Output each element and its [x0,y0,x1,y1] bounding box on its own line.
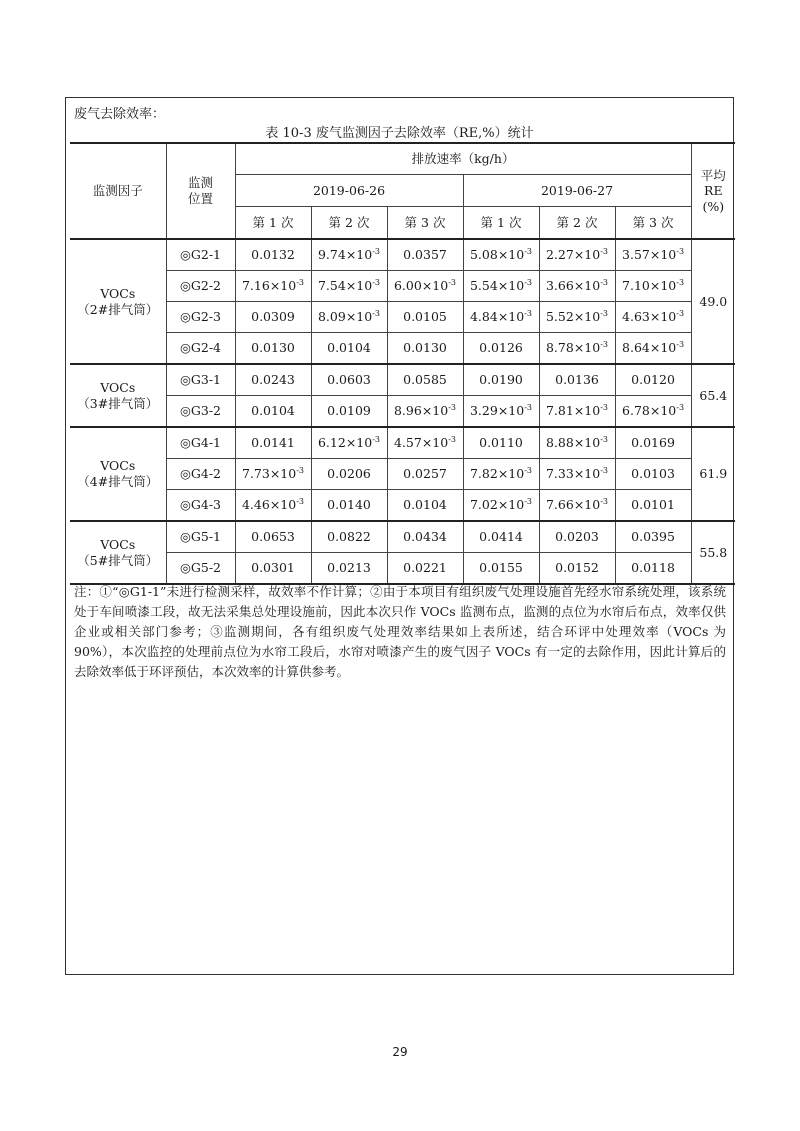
header-date-2: 2019-06-27 [463,175,691,207]
rate-exponent: -3 [600,309,608,319]
header-factor: 监测因子 [70,143,166,239]
rate-exponent: -3 [676,403,685,413]
rate-value-cell [387,333,463,365]
header-row-1 [70,143,735,175]
rate-value: 0.0395 [631,529,675,545]
rate-value: 0.0206 [327,466,371,482]
rate-value-cell [615,459,691,490]
rate-value: 8.78×10 [545,340,601,356]
rate-value-cell [311,459,387,490]
rate-value-cell [463,427,539,459]
table-row [70,271,735,302]
rate-value-cell [387,302,463,333]
factor-cell [70,427,166,521]
table-row [70,553,735,585]
rate-value: 0.0585 [403,372,447,388]
rate-value: 0.0603 [327,372,371,388]
rate-value-cell [387,521,463,553]
rate-value-cell [387,271,463,302]
avg-re-cell: 61.9 [691,427,735,521]
rate-value-cell [539,271,615,302]
rate-value-cell [539,553,615,585]
rate-value-cell [539,302,615,333]
rate-value-cell [387,553,463,585]
table-row [70,239,735,271]
rate-value: 7.16×10 [241,278,297,294]
rate-value-cell [615,364,691,396]
rate-value: 0.0434 [403,529,447,545]
rate-value-cell [463,302,539,333]
rate-value: 0.0130 [403,340,447,356]
header-run: 第 3 次 [615,207,691,240]
rate-value: 6.78×10 [622,403,677,419]
table-caption: 表 10-3 废气监测因子去除效率（RE,%）统计 [265,126,534,141]
rate-value-cell [387,427,463,459]
rate-value-cell [539,459,615,490]
header-location-line2: 位置 [187,191,213,206]
rate-value-cell [235,271,311,302]
rate-value-cell [539,521,615,553]
rate-value-cell [539,490,615,522]
rate-value: 0.0118 [631,560,675,576]
rate-value: 7.33×10 [545,466,601,482]
header-run: 第 1 次 [463,207,539,240]
rate-value-cell [235,364,311,396]
rate-value-cell [463,271,539,302]
rate-value-cell [235,490,311,522]
page-number: 29 [392,1045,408,1059]
rate-value: 0.0257 [403,466,447,482]
location-cell: ◎G2-1 [166,239,235,271]
rate-value-cell [311,521,387,553]
header-date-1: 2019-06-26 [235,175,463,207]
factor-cell [70,364,166,427]
rate-value: 7.10×10 [622,278,677,294]
header-avg-re [691,143,735,239]
rate-value-cell [615,427,691,459]
rate-exponent: -3 [372,309,380,319]
rate-value-cell [311,553,387,585]
rate-value-cell [235,333,311,365]
stack-name: （4#排气筒） [77,474,159,489]
rate-value: 5.08×10 [469,247,525,263]
factor-cell [70,521,166,584]
rate-value-cell [235,302,311,333]
rate-value-cell [615,553,691,585]
rate-value: 7.02×10 [469,497,525,513]
location-cell: ◎G4-3 [166,490,235,522]
rate-value: 6.12×10 [317,435,373,451]
rate-value-cell [311,364,387,396]
rate-value: 0.0136 [555,372,599,388]
rate-exponent: -3 [524,247,532,257]
rate-value-cell [539,396,615,428]
rate-value-cell [539,364,615,396]
rate-value: 0.0190 [479,372,523,388]
rate-value: 0.0103 [631,466,675,482]
rate-value: 0.0140 [327,497,371,513]
rate-value: 8.88×10 [545,435,601,451]
rate-exponent: -3 [372,278,380,288]
rate-value-cell [463,553,539,585]
rate-exponent: -3 [600,403,608,413]
rate-value-cell [387,459,463,490]
rate-value-cell [539,333,615,365]
rate-value: 4.84×10 [469,309,525,325]
factor-name: VOCs [100,536,136,552]
header-avg-line1: 平均 [700,167,726,183]
header-avg-line2: RE [704,183,723,199]
header-location [166,143,235,239]
location-cell: ◎G2-4 [166,333,235,365]
rate-value: 7.82×10 [469,466,525,482]
rate-value: 5.52×10 [545,309,601,325]
rate-value-cell [463,459,539,490]
rate-value: 0.0132 [251,247,295,263]
page-frame [65,97,734,975]
rate-value-cell [615,333,691,365]
rate-exponent: -3 [524,466,532,476]
table-note: 注：①“◎G1-1”未进行检测采样，故效率不作计算；②由于本项目有组织废气处理设施首先经水帘系统处理，该系统处于车间喷漆工段，故无法采集总处理设施前，因此本次只作 VOCs 监测布点，监测的点位为水帘后布点，效率仅供企业或相关部门参考；③监测期间，各有组织废气处理效率结果如上表所述，结合环评中处理效率（VOCs 为 90%），本次监控的处理前点位为水帘工段后，水帘对喷漆产生的废气因子 VOCs 有一定的去除作用，因此计算后的去除效率低于环评预估，本次效率的计算供参考。 [74,584,726,679]
rate-value: 4.46×10 [241,497,297,513]
rate-exponent: -3 [296,466,304,476]
rate-exponent: -3 [676,340,685,350]
rate-exponent: -3 [448,403,456,413]
rate-exponent: -3 [524,278,532,288]
rate-value: 0.0309 [251,309,295,325]
rate-value: 0.0221 [403,560,447,576]
table-body [70,143,735,584]
rate-exponent: -3 [448,435,456,445]
rate-value-cell [539,239,615,271]
rate-value-cell [615,396,691,428]
rate-value: 0.0126 [479,340,523,356]
rate-value-cell [235,427,311,459]
table-row [70,427,735,459]
rate-exponent: -3 [524,309,532,319]
rate-value: 2.27×10 [545,247,601,263]
rate-value: 0.0141 [251,435,295,451]
rate-value: 0.0243 [251,372,295,388]
rate-exponent: -3 [524,403,532,413]
location-cell: ◎G5-2 [166,553,235,585]
rate-value-cell [235,521,311,553]
rate-value: 0.0357 [403,247,447,263]
rate-value: 4.57×10 [393,435,449,451]
table-row [70,333,735,365]
rate-value: 0.0104 [403,497,447,513]
rate-value-cell [235,459,311,490]
header-run: 第 1 次 [235,207,311,240]
rate-value: 8.64×10 [622,340,677,356]
rate-value: 8.96×10 [393,403,449,419]
rate-exponent: -3 [600,497,608,507]
rate-value: 0.0152 [555,560,599,576]
rate-value-cell [235,396,311,428]
header-rate: 排放速率（kg/h） [235,143,691,175]
rate-value-cell [387,364,463,396]
header-run: 第 3 次 [387,207,463,240]
rate-value-cell [463,333,539,365]
rate-value: 0.0101 [631,497,675,513]
stack-name: （5#排气筒） [77,552,159,568]
header-run: 第 2 次 [539,207,615,240]
table-row [70,396,735,428]
rate-exponent: -3 [600,435,608,445]
rate-exponent: -3 [600,466,608,476]
table-row [70,302,735,333]
rate-value: 0.0104 [327,340,371,356]
stack-name: （2#排气筒） [77,301,159,317]
rate-value-cell [311,333,387,365]
rate-value-cell [463,521,539,553]
location-cell: ◎G2-2 [166,271,235,302]
rate-value: 0.0155 [479,560,523,576]
rate-value: 7.81×10 [545,403,601,419]
avg-re-cell: 55.8 [691,521,735,584]
location-cell: ◎G3-1 [166,364,235,396]
rate-value-cell [311,239,387,271]
location-cell: ◎G3-2 [166,396,235,428]
rate-value-cell [463,364,539,396]
rate-value-cell [615,271,691,302]
table-row [70,364,735,396]
rate-exponent: -3 [676,247,685,257]
rate-value-cell [387,239,463,271]
section-intro: 废气去除效率： [74,107,166,122]
rate-exponent: -3 [676,309,685,319]
header-avg-line3: (%) [702,198,725,214]
rate-value-cell [463,490,539,522]
factor-cell [70,239,166,364]
rate-value-cell [311,302,387,333]
location-cell: ◎G4-1 [166,427,235,459]
location-cell: ◎G5-1 [166,521,235,553]
rate-value: 0.0110 [479,435,523,451]
rate-value: 0.0414 [479,529,523,545]
header-run: 第 2 次 [311,207,387,240]
rate-exponent: -3 [676,278,685,288]
rate-value: 4.63×10 [622,309,677,325]
rate-value-cell [615,490,691,522]
rate-value: 0.0822 [327,529,371,545]
rate-value: 0.0130 [251,340,295,356]
rate-value-cell [615,521,691,553]
table-row [70,459,735,490]
rate-value: 9.74×10 [317,247,373,263]
factor-name: VOCs [100,379,136,395]
rate-exponent: -3 [372,435,380,445]
rate-value: 0.0653 [251,529,295,545]
rate-value-cell [539,427,615,459]
rate-exponent: -3 [296,497,304,507]
rate-exponent: -3 [600,247,608,257]
factor-name: VOCs [100,458,136,474]
rate-value: 0.0301 [251,560,295,576]
removal-efficiency-table [70,142,735,585]
rate-value: 3.66×10 [545,278,601,294]
rate-value-cell [615,302,691,333]
rate-value: 3.29×10 [469,403,525,419]
rate-value-cell [387,396,463,428]
rate-value-cell [311,490,387,522]
rate-exponent: -3 [524,497,532,507]
rate-value: 0.0104 [251,403,295,419]
rate-value: 7.54×10 [317,278,373,294]
rate-value: 0.0105 [403,309,447,325]
factor-name: VOCs [100,285,136,301]
rate-value-cell [311,271,387,302]
location-cell: ◎G4-2 [166,459,235,490]
rate-value: 7.73×10 [241,466,297,482]
header-location-line1: 监测 [187,175,213,191]
avg-re-cell: 49.0 [691,239,735,364]
stack-name: （3#排气筒） [77,395,159,411]
table-row [70,490,735,522]
location-cell: ◎G2-3 [166,302,235,333]
rate-value-cell [463,396,539,428]
rate-value: 0.0120 [631,372,675,388]
rate-exponent: -3 [448,278,456,288]
rate-value: 6.00×10 [393,278,449,294]
rate-exponent: -3 [372,247,380,257]
rate-exponent: -3 [600,278,608,288]
rate-value-cell [311,427,387,459]
rate-value: 3.57×10 [622,247,677,263]
rate-value: 0.0213 [327,560,371,576]
table-row [70,521,735,553]
avg-re-cell: 65.4 [691,364,735,427]
rate-value-cell [235,553,311,585]
rate-value-cell [463,239,539,271]
rate-exponent: -3 [296,278,304,288]
rate-value: 8.09×10 [317,309,373,325]
rate-exponent: -3 [600,340,608,350]
rate-value: 0.0169 [631,435,675,451]
rate-value: 0.0109 [327,403,371,419]
rate-value-cell [311,396,387,428]
rate-value: 7.66×10 [545,497,601,513]
rate-value: 0.0203 [555,529,599,545]
rate-value-cell [615,239,691,271]
rate-value-cell [235,239,311,271]
rate-value: 5.54×10 [469,278,525,294]
rate-value-cell [387,490,463,522]
